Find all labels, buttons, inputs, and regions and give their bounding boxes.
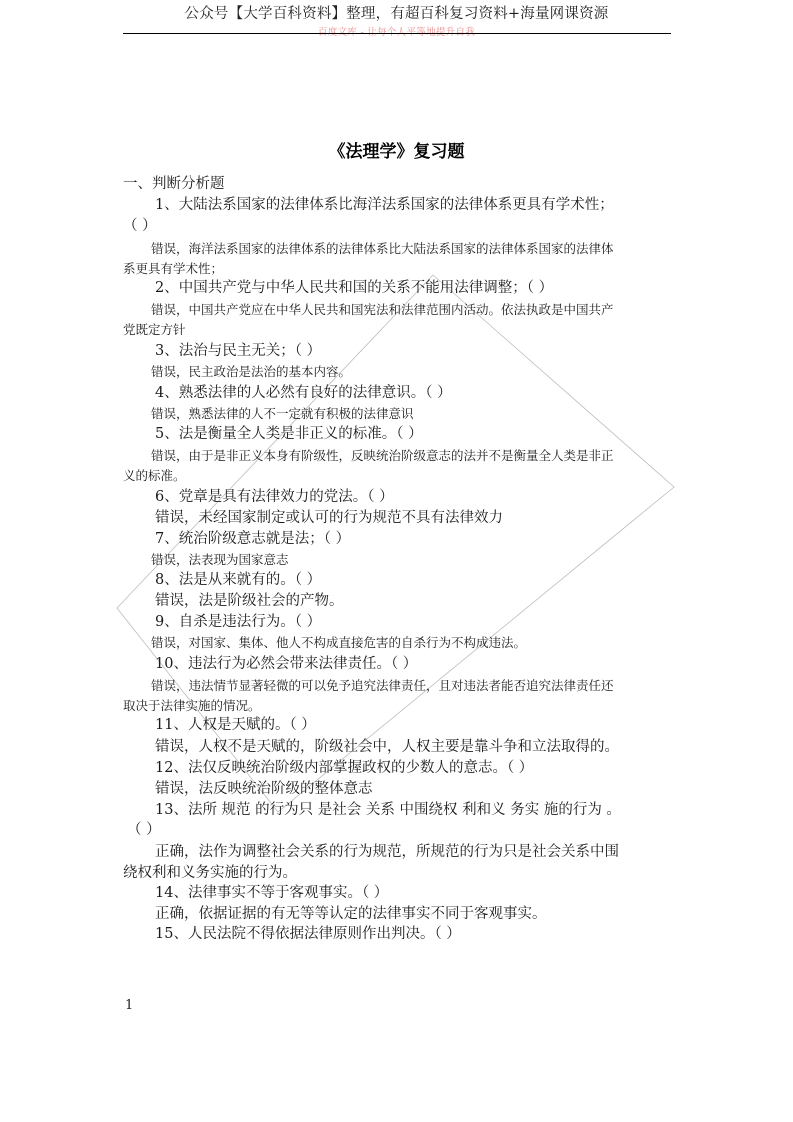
answer-8: 错误，法是阶级社会的产物。 — [155, 593, 344, 609]
page-title: 《法理学》复习题 — [328, 142, 465, 162]
answer-6: 错误，未经国家制定或认可的行为规范不具有法律效力 — [155, 510, 503, 526]
answer-1-cont: 系更具有学术性； — [123, 261, 224, 276]
question-14: 14、法律事实不等于客观事实。（ ） — [155, 885, 389, 901]
question-10: 10、违法行为必然会带来法律责任。（ ） — [155, 656, 418, 672]
question-2: 2、中国共产党与中华人民共和国的关系不能用法律调整；（ ） — [155, 280, 554, 296]
answer-12: 错误，法反映统治阶级的整体意志 — [155, 781, 373, 797]
answer-14: 正确，依据证据的有无等等认定的法律事实不同于客观事实。 — [155, 906, 547, 922]
question-7: 7、统治阶级意志就是法；（ ） — [155, 531, 351, 547]
question-1: 1、大陆法系国家的法律体系比海洋法系国家的法律体系更具有学术性； — [155, 197, 614, 213]
question-1-bracket: （ ） — [123, 218, 157, 234]
question-12: 12、法仅反映统治阶级内部掌握政权的少数人的意志。（ ） — [155, 760, 534, 776]
question-15: 15、人民法院不得依据法律原则作出判决。（ ） — [155, 926, 461, 942]
question-13-bracket: （ ） — [127, 822, 161, 838]
answer-5-cont: 义的标准。 — [123, 468, 186, 483]
answer-2: 错误，中国共产党应在中华人民共和国宪法和法律范围内活动。依法执政是中国共产 — [151, 302, 614, 317]
answer-5: 错误，由于是非正义本身有阶级性，反映统治阶级意志的法并不是衡量全人类是非正 — [151, 448, 614, 463]
question-9: 9、自杀是违法行为。（ ） — [155, 614, 322, 630]
section-heading: 一、判断分析题 — [123, 176, 225, 192]
question-13: 13、法所 规范 的行为只 是社会 关系 中围绕权 利和义 务实 施的行为 。 — [155, 802, 621, 818]
question-8: 8、法是从来就有的。（ ） — [155, 572, 322, 588]
page-number: 1 — [125, 998, 134, 1013]
answer-11: 错误，人权不是天赋的，阶级社会中，人权主要是靠斗争和立法取得的。 — [155, 739, 619, 755]
question-6: 6、党章是具有法律效力的党法。（ ） — [155, 489, 394, 505]
answer-7: 错误，法表现为国家意志 — [151, 552, 289, 567]
question-11: 11、人权是天赋的。（ ） — [155, 717, 316, 733]
header-rule — [123, 33, 671, 34]
answer-10-cont: 取决于法律实施的情况。 — [123, 698, 261, 713]
header-banner: 公众号【大学百科资料】整理，有超百科复习资料+海量网课资源 — [184, 6, 609, 22]
header-watermark-text — [0, 24, 793, 38]
question-3: 3、法治与民主无关；（ ） — [155, 343, 322, 359]
question-5: 5、法是衡量全人类是非正义的标准。（ ） — [155, 426, 423, 442]
answer-13: 正确，法作为调整社会关系的行为规范，所规范的行为只是社会关系中围 — [155, 844, 619, 860]
answer-13-cont: 绕权利和义务实施的行为。 — [123, 865, 297, 881]
answer-3: 错误，民主政治是法治的基本内容。 — [151, 364, 352, 379]
answer-1: 错误，海洋法系国家的法律体系的法律体系比大陆法系国家的法律体系国家的法律体 — [151, 241, 614, 256]
answer-2-cont: 党既定方针 — [123, 322, 186, 337]
answer-10: 错误，违法情节显著轻微的可以免予追究法律责任，且对违法者能否追究法律责任还 — [151, 678, 614, 693]
question-4: 4、熟悉法律的人必然有良好的法律意识。（ ） — [155, 385, 452, 401]
answer-9: 错误，对国家、集体、他人不构成直接危害的自杀行为不构成违法。 — [151, 635, 527, 650]
answer-4: 错误，熟悉法律的人不一定就有积极的法律意识 — [151, 406, 414, 421]
